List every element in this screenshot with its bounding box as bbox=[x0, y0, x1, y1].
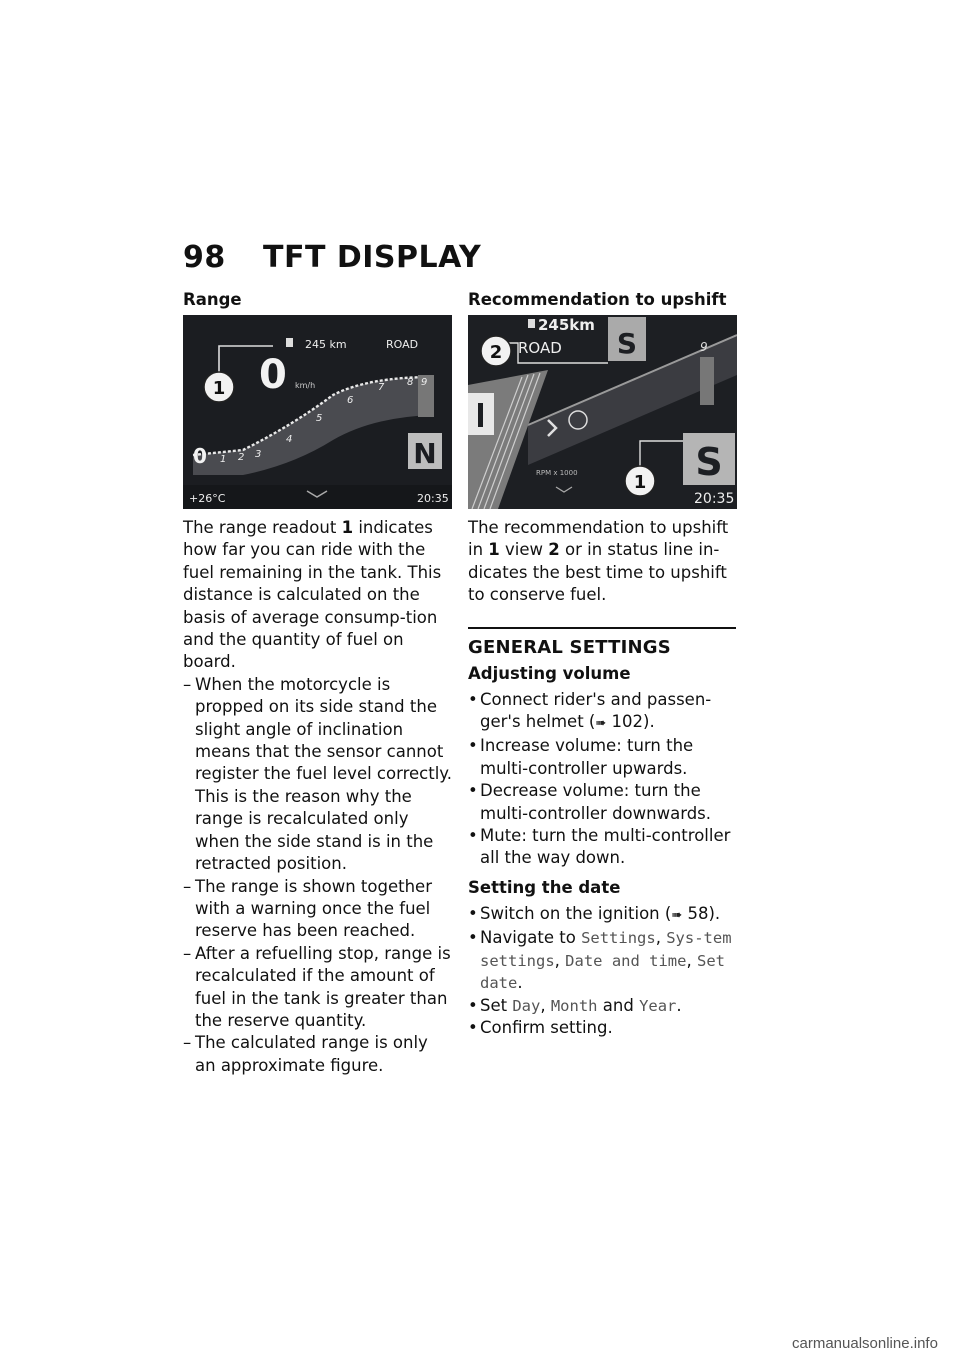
svg-text:4: 4 bbox=[286, 434, 293, 445]
list-item: • Mute: turn the multi-controller all the way down. bbox=[468, 825, 738, 870]
svg-text:7: 7 bbox=[378, 382, 385, 393]
field-year: Year bbox=[639, 996, 677, 1015]
clock-readout: 20:35 bbox=[694, 491, 735, 507]
clock-readout: 20:35 bbox=[417, 492, 449, 505]
right-column bbox=[468, 290, 738, 1039]
svg-text:6: 6 bbox=[347, 395, 354, 406]
fuel-range-readout: 245km bbox=[538, 316, 595, 334]
cross-reference-arrow-icon: ➠ bbox=[595, 716, 607, 732]
gear-indicator: N bbox=[413, 437, 437, 470]
chapter-title: TFT DISPLAY bbox=[263, 240, 482, 275]
range-description: The range readout 1 indicates how far you can ride with the fuel remaining in the tank. This distance is calculated on the basis of average consump-tion and the quantity of fuel on board. bbox=[183, 518, 442, 672]
page-header bbox=[183, 240, 481, 275]
callout-1: 1 bbox=[633, 472, 647, 493]
callout-1: 1 bbox=[212, 378, 226, 399]
temperature-readout: +26°C bbox=[189, 492, 226, 505]
watermark: carmanualsonline.info bbox=[792, 1335, 938, 1352]
section-divider bbox=[468, 627, 736, 629]
speed-unit: km/h bbox=[295, 381, 316, 390]
fuel-range-readout: 245 km bbox=[305, 338, 347, 351]
upshift-display-figure bbox=[468, 315, 737, 509]
list-item: • Confirm setting. bbox=[468, 1017, 738, 1039]
menu-path-set-date: Set date bbox=[480, 951, 725, 993]
range-heading: Range bbox=[183, 290, 242, 309]
list-item: • Set Day, Month and Year. bbox=[468, 995, 738, 1017]
range-notes bbox=[183, 674, 453, 1077]
fuel-pump-icon bbox=[528, 319, 535, 328]
callout-2: 2 bbox=[489, 342, 503, 363]
date-heading: Setting the date bbox=[468, 877, 621, 897]
fuel-pump-icon bbox=[286, 338, 293, 347]
svg-text:5: 5 bbox=[316, 413, 323, 424]
list-item: • Increase volume: turn the multi-controller upwards. bbox=[468, 735, 738, 780]
field-month: Month bbox=[550, 996, 598, 1015]
list-item: – When the motorcycle is propped on its side stand the slight angle of inclination means that the sensor cannot register the fuel level correctly. This is the reason why the range is recalculated only when the side stand is in the retracted position. bbox=[183, 674, 453, 876]
list-item: – The calculated range is only an approximate figure. bbox=[183, 1032, 453, 1077]
svg-text:1: 1 bbox=[220, 454, 227, 465]
upshift-description: The recommendation to upshift in 1 view 2 or in status line in-dicates the best time to upshift to conserve fuel. bbox=[468, 518, 729, 605]
field-day: Day bbox=[512, 996, 541, 1015]
svg-text:8: 8 bbox=[407, 377, 414, 388]
upshift-heading: Recommendation to upshift bbox=[468, 290, 727, 309]
list-item: – After a refuelling stop, range is recalculated if the amount of fuel in the tank is greater than the reserve quantity. bbox=[183, 943, 453, 1033]
speed-readout: 0 bbox=[259, 352, 287, 398]
volume-steps bbox=[468, 689, 738, 870]
list-item: • Switch on the ignition (➠ 58). bbox=[468, 903, 738, 927]
rpm-label: RPM x 1000 bbox=[536, 469, 578, 477]
volume-heading: Adjusting volume bbox=[468, 663, 631, 683]
svg-text:3: 3 bbox=[255, 449, 262, 460]
small-gear-digit: 0 bbox=[193, 444, 207, 468]
riding-mode: ROAD bbox=[518, 339, 562, 357]
svg-text:2: 2 bbox=[238, 452, 245, 463]
riding-mode: ROAD bbox=[386, 338, 419, 351]
range-display-figure bbox=[183, 315, 452, 509]
rpm-top-tick: 9 bbox=[700, 340, 708, 354]
list-item: • Decrease volume: turn the multi-controller downwards. bbox=[468, 780, 738, 825]
section-title: GENERAL SETTINGS bbox=[468, 636, 671, 658]
menu-path-settings: Settings bbox=[581, 929, 656, 948]
date-steps bbox=[468, 903, 738, 1039]
cross-reference-arrow-icon: ➠ bbox=[671, 907, 683, 923]
svg-text:9: 9 bbox=[421, 377, 428, 388]
left-column bbox=[183, 290, 453, 1077]
list-item: – The range is shown together with a warning once the fuel reserve has been reached. bbox=[183, 876, 453, 943]
svg-text:S: S bbox=[695, 440, 723, 484]
list-item: • Connect rider's and passen-ger's helmet (➠ 102). bbox=[468, 689, 738, 736]
svg-text:S: S bbox=[616, 327, 638, 360]
page-number: 98 bbox=[183, 240, 226, 275]
menu-path-system-settings: Sys-tem settings bbox=[480, 929, 732, 970]
menu-path-date-time: Date and time bbox=[565, 951, 687, 970]
list-item: • Navigate to Settings, Sys-tem settings, Date and time, Set date. bbox=[468, 927, 738, 994]
